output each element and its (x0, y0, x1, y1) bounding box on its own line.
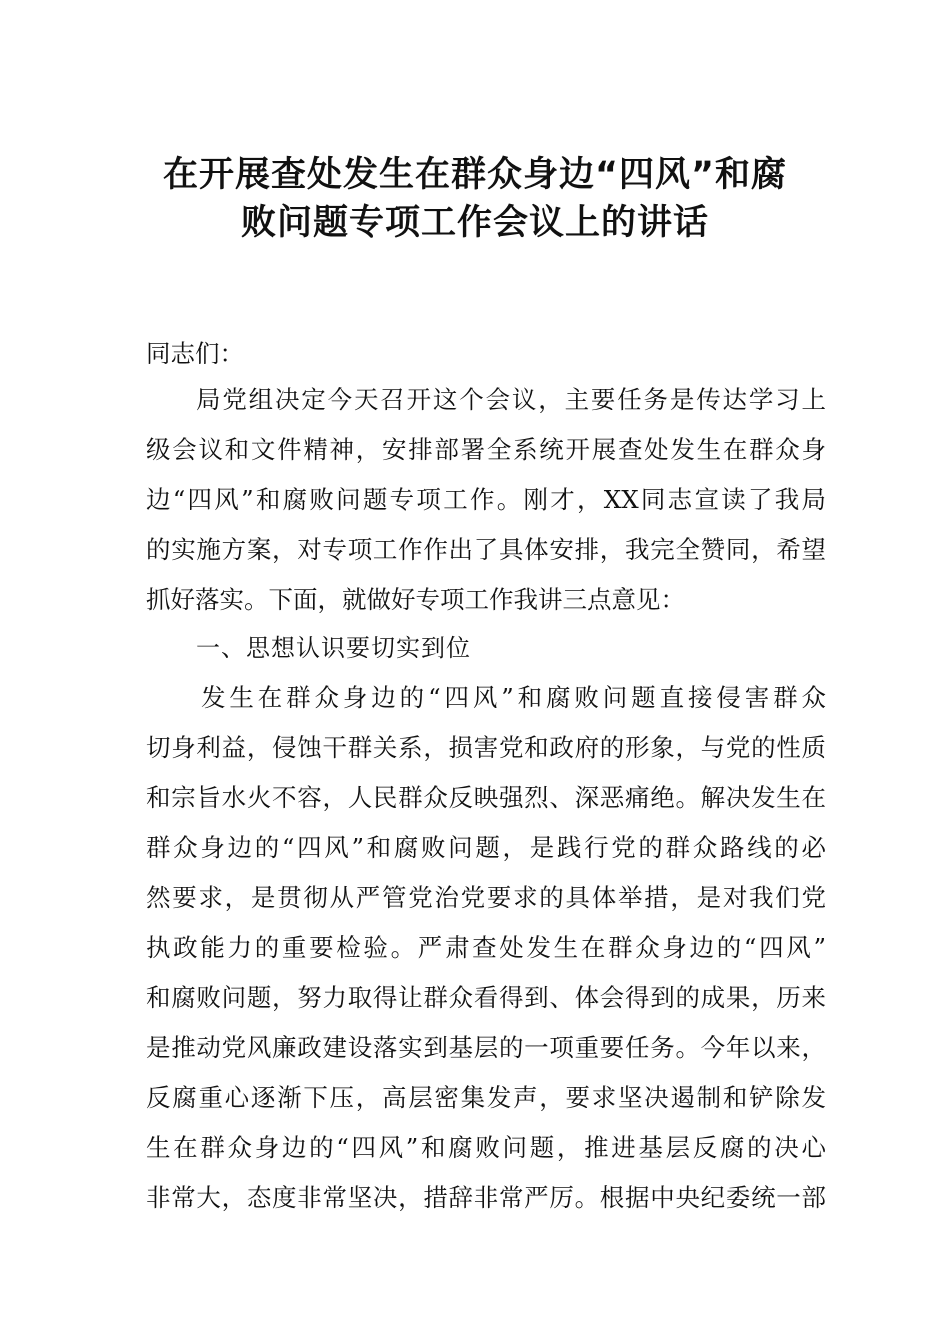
paragraph-1 (146, 375, 826, 625)
paragraph-line: 级会议和文件精神，安排部署全系统开展查处发生在群众身 (146, 435, 826, 464)
paragraph-line: 是推动党风廉政建设落实到基层的一项重要任务。今年以来， (146, 1033, 826, 1062)
paragraph-line: 的实施方案，对专项工作作出了具体安排，我完全赞同，希望 (146, 535, 826, 564)
paragraph-line: 然要求，是贯彻从严管党治党要求的具体举措，是对我们党 (146, 883, 826, 912)
paragraph-line: 发生在群众身边的“四风”和腐败问题直接侵害群众 (201, 683, 826, 712)
paragraph-line: 局党组决定今天召开这个会议，主要任务是传达学习上 (196, 385, 826, 414)
paragraph-line: 反腐重心逐渐下压，高层密集发声，要求坚决遏制和铲除发 (146, 1083, 826, 1112)
paragraph-line: 抓好落实。下面，就做好专项工作我讲三点意见： (146, 585, 685, 614)
paragraph-line: 边“四风”和腐败问题专项工作。刚才，XX同志宣读了我局 (146, 485, 826, 514)
document-title-line-1: 在开展查处发生在群众身边“四风”和腐 (162, 155, 787, 195)
paragraph-line: 和腐败问题，努力取得让群众看得到、体会得到的成果，历来 (146, 983, 826, 1012)
paragraph-line: 和宗旨水火不容，人民群众反映强烈、深恶痛绝。解决发生在 (146, 783, 826, 812)
paragraph-2 (146, 673, 826, 1223)
paragraph-line: 执政能力的重要检验。严肃查处发生在群众身边的“四风” (146, 933, 826, 962)
paragraph-line: 群众身边的“四风”和腐败问题，是践行党的群众路线的必 (146, 833, 826, 862)
paragraph-line: 切身利益，侵蚀干群关系，损害党和政府的形象，与党的性质 (146, 733, 826, 762)
paragraph-line: 生在群众身边的“四风”和腐败问题，推进基层反腐的决心 (146, 1133, 826, 1162)
document-title-line-2: 败问题专项工作会议上的讲话 (240, 203, 709, 243)
section-heading-1: 一、思想认识要切实到位 (196, 634, 471, 662)
paragraph-line: 非常大，态度非常坚决，措辞非常严厉。根据中央纪委统一部 (146, 1183, 826, 1212)
greeting: 同志们： (146, 339, 244, 368)
